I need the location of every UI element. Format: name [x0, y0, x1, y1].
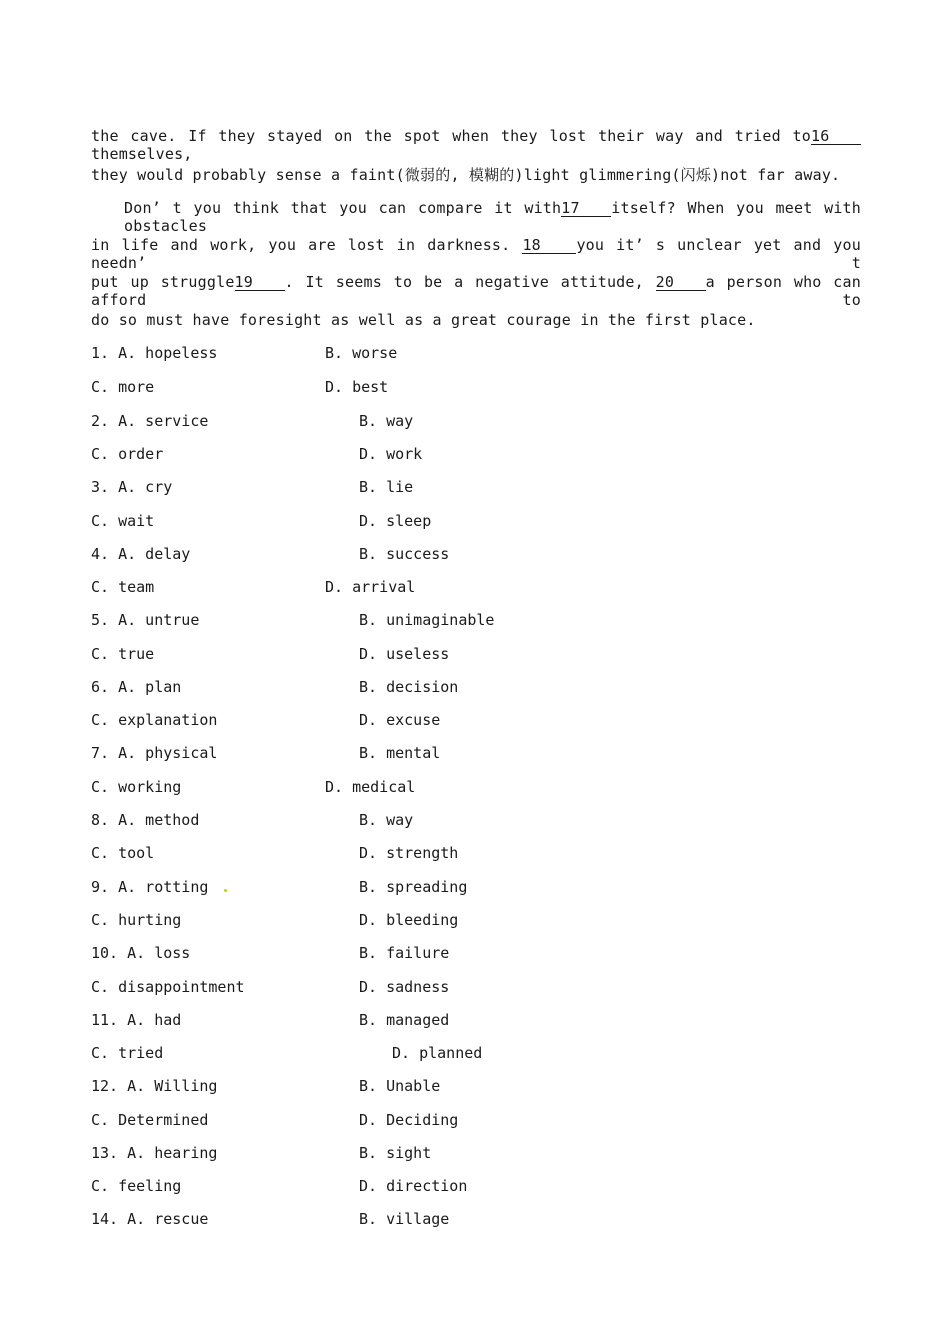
passage-text: a person who can afford to [91, 273, 861, 309]
passage-text: . It seems to be a negative attitude, [284, 273, 644, 291]
passage-text: itself? When you meet with obstacles [124, 199, 862, 235]
option-10-c: C. disappointment [91, 978, 245, 996]
option-3-c: C. wait [91, 512, 155, 530]
blank-20: 20 [656, 275, 706, 291]
option-12-a: 12. A. Willing [91, 1077, 218, 1095]
option-2-a: 2. A. service [91, 412, 209, 430]
option-1-d: D. best [325, 378, 389, 396]
option-11-b: B. managed [359, 1011, 450, 1029]
option-7-c: C. working [91, 778, 182, 796]
option-8-d: D. strength [359, 844, 459, 862]
option-9-b: B. spreading [359, 878, 468, 896]
option-2-c: C. order [91, 445, 164, 463]
option-12-c: C. Determined [91, 1111, 209, 1129]
passage-text: put up struggle [91, 273, 235, 291]
option-4-a: 4. A. delay [91, 545, 191, 563]
option-4-b: B. success [359, 545, 450, 563]
option-12-b: B. Unable [359, 1077, 441, 1095]
option-11-a: 11. A. had [91, 1011, 182, 1029]
passage-text: in life and work, you are lost in darkness. [91, 236, 511, 254]
option-5-b: B. unimaginable [359, 611, 495, 629]
option-10-d: D. sadness [359, 978, 450, 996]
option-4-d: D. arrival [325, 578, 416, 596]
option-8-b: B. way [359, 811, 414, 829]
option-7-a: 7. A. physical [91, 744, 218, 762]
option-14-b: B. village [359, 1210, 450, 1228]
option-1-a: 1. A. hopeless [91, 344, 218, 362]
blank-18: 18 [522, 238, 576, 254]
option-13-d: D. direction [359, 1177, 468, 1195]
option-6-a: 6. A. plan [91, 678, 182, 696]
option-5-c: C. true [91, 645, 155, 663]
option-6-d: D. excuse [359, 711, 441, 729]
option-3-a: 3. A. cry [91, 478, 173, 496]
option-6-b: B. decision [359, 678, 459, 696]
option-5-d: D. useless [359, 645, 450, 663]
option-1-b: B. worse [325, 344, 398, 362]
option-8-c: C. tool [91, 844, 155, 862]
option-10-b: B. failure [359, 944, 450, 962]
passage-text: you it’ s unclear yet and you needn’ t [91, 236, 861, 272]
option-9-a: 9. A. rotting [91, 878, 209, 896]
option-10-a: 10. A. loss [91, 944, 191, 962]
option-13-a: 13. A. hearing [91, 1144, 218, 1162]
passage-line-3 [124, 199, 861, 235]
option-4-c: C. team [91, 578, 155, 596]
ink-speck [224, 889, 227, 892]
option-7-b: B. mental [359, 744, 441, 762]
passage-text: themselves, [91, 145, 193, 163]
option-7-d: D. medical [325, 778, 416, 796]
option-14-a: 14. A. rescue [91, 1210, 209, 1228]
option-2-d: D. work [359, 445, 423, 463]
blank-16: 16 [811, 129, 861, 145]
option-1-c: C. more [91, 378, 155, 396]
option-3-b: B. lie [359, 478, 414, 496]
option-5-a: 5. A. untrue [91, 611, 200, 629]
blank-19: 19 [235, 275, 285, 291]
passage-text: do so must have foresight as well as a great courage in the first place. [91, 311, 756, 329]
option-11-c: C. tried [91, 1044, 164, 1062]
passage-text: they would probably sense a faint(微弱的, 模糊的)light glimmering(闪烁)not far away. [91, 166, 841, 184]
passage-line-1 [91, 127, 861, 163]
option-13-b: B. sight [359, 1144, 432, 1162]
passage-line-4 [91, 236, 861, 272]
passage-line-5 [91, 273, 861, 309]
option-8-a: 8. A. method [91, 811, 200, 829]
option-2-b: B. way [359, 412, 414, 430]
option-3-d: D. sleep [359, 512, 432, 530]
option-9-c: C. hurting [91, 911, 182, 929]
passage-line-6 [91, 311, 861, 329]
blank-17: 17 [561, 201, 611, 217]
passage-text: Don’ t you think that you can compare it with [124, 199, 562, 217]
passage-text: the cave. If they stayed on the spot when they lost their way and tried to [91, 127, 811, 145]
passage-line-2 [91, 164, 861, 185]
option-13-c: C. feeling [91, 1177, 182, 1195]
option-11-d: D. planned [392, 1044, 483, 1062]
option-9-d: D. bleeding [359, 911, 459, 929]
option-12-d: D. Deciding [359, 1111, 459, 1129]
option-6-c: C. explanation [91, 711, 218, 729]
